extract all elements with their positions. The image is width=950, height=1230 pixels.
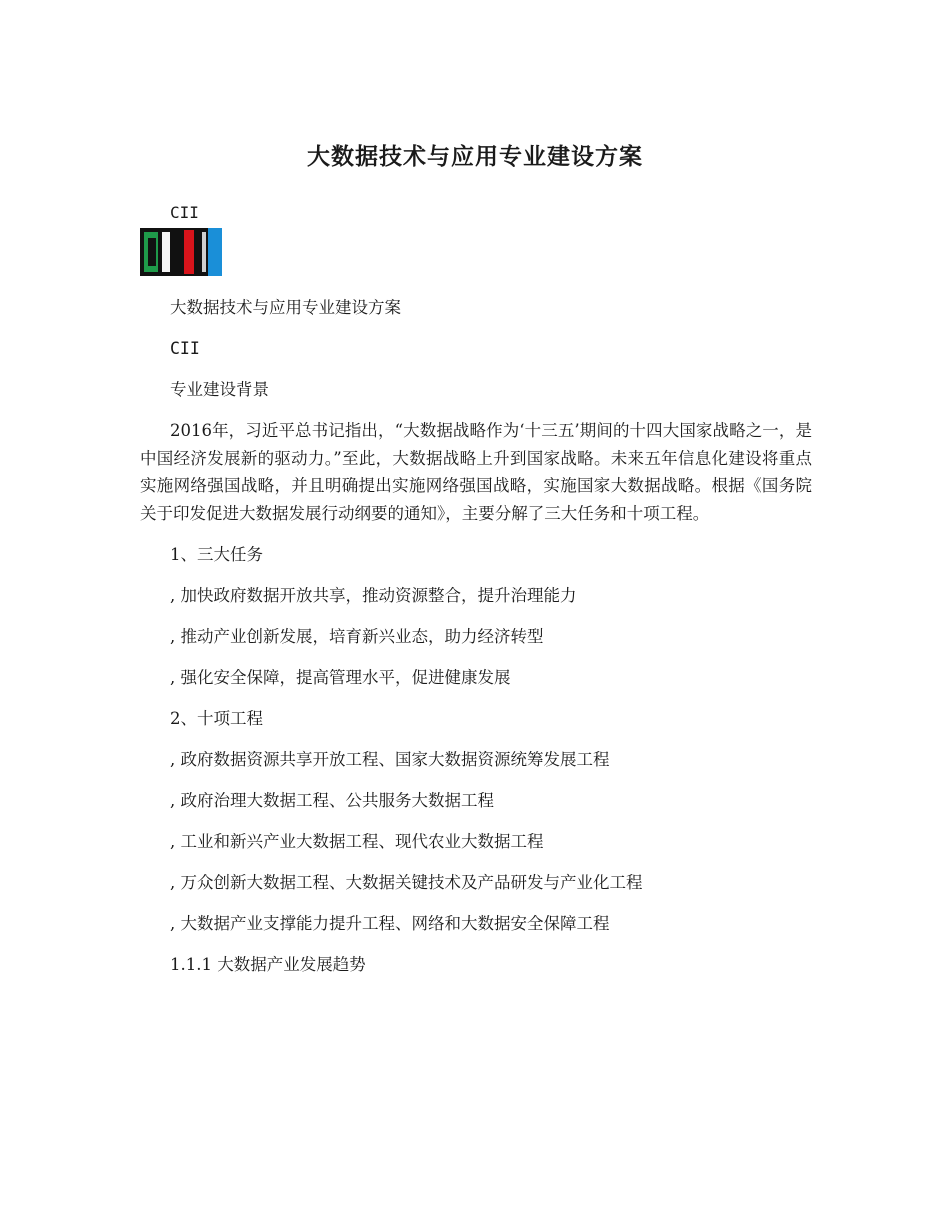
projects-heading: 2、十项工程 bbox=[170, 709, 263, 728]
list-item: , 强化安全保障，提高管理水平，促进健康发展 bbox=[170, 668, 511, 687]
list-item: , 万众创新大数据工程、大数据关键技术及产品研发与产业化工程 bbox=[170, 873, 643, 892]
org-name: CII bbox=[170, 339, 200, 358]
logo-label: CII bbox=[170, 203, 199, 222]
list-item: , 政府数据资源共享开放工程、国家大数据资源统筹发展工程 bbox=[170, 750, 610, 769]
intro-paragraph: 2016年，习近平总书记指出，“大数据战略作为‘十三五’期间的十四大国家战略之一，是中国经济发展新的驱动力。”至此，大数据战略上升到国家战略。未来五年信息化建设将重点实施网络强国战略，并且明确提出实施网络强国战略，实施国家大数据战略。根据《国务院关于印发促进大数据发展行动纲要的通知》，主要分解了三大任务和十项工程。 bbox=[140, 421, 812, 523]
cii-logo-icon bbox=[140, 228, 222, 276]
list-item: , 大数据产业支撑能力提升工程、网络和大数据安全保障工程 bbox=[170, 914, 610, 933]
subsection-heading: 1.1.1 大数据产业发展趋势 bbox=[170, 955, 366, 974]
list-item: , 工业和新兴产业大数据工程、现代农业大数据工程 bbox=[170, 832, 544, 851]
document-body bbox=[140, 200, 812, 978]
document-title: 大数据技术与应用专业建设方案 bbox=[307, 143, 643, 170]
list-item: , 加快政府数据开放共享，推动资源整合，提升治理能力 bbox=[170, 586, 577, 605]
subtitle: 大数据技术与应用专业建设方案 bbox=[170, 298, 401, 317]
list-item: , 推动产业创新发展，培育新兴业态，助力经济转型 bbox=[170, 627, 544, 646]
section-heading: 专业建设背景 bbox=[170, 380, 269, 399]
tasks-heading: 1、三大任务 bbox=[170, 545, 263, 564]
list-item: , 政府治理大数据工程、公共服务大数据工程 bbox=[170, 791, 494, 810]
